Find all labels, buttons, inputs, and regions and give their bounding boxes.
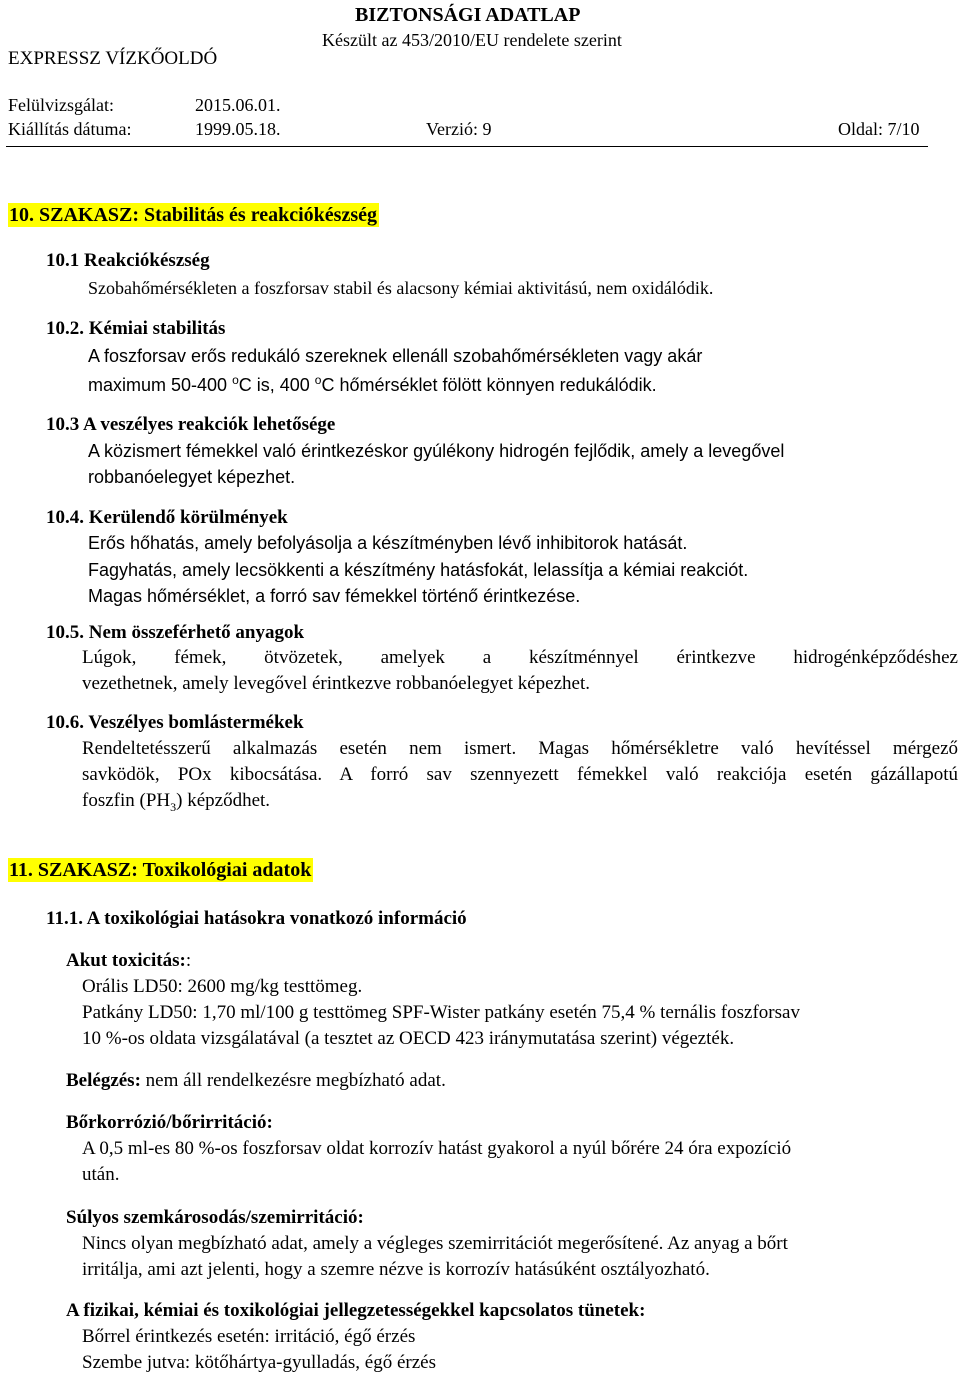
subsection-10-3-title: 10.3 A veszélyes reakciók lehetősége bbox=[46, 414, 336, 435]
subsection-10-5-title: 10.5. Nem összeférhető anyagok bbox=[46, 622, 305, 643]
subsection-10-3-line-2: robbanóelegyet képezhet. bbox=[88, 467, 296, 487]
issue-label: Kiállítás dátuma: bbox=[8, 119, 132, 139]
skin-corrosion-line-2: után. bbox=[82, 1164, 120, 1185]
symptoms-label: A fizikai, kémiai és toxikológiai jellegzetességekkel kapcsolatos tünetek: bbox=[66, 1300, 646, 1321]
subsection-10-2-line-2: maximum 50-400 $^o$C is, 400 $^o$C hőmérséklet fölött könnyen redukálódik. bbox=[88, 373, 657, 395]
subsection-10-6-title: 10.6. Veszélyes bomlástermékek bbox=[46, 712, 304, 733]
avoid-condition-item: Erős hőhatás, amely befolyásolja a készítményben lévő inhibitorok hatását. bbox=[88, 533, 688, 553]
review-date: 2015.06.01. bbox=[195, 95, 281, 115]
subsection-10-5-line-2: vezethetnek, amely levegővel érintkezve robbanóelegyet képezhet. bbox=[82, 673, 590, 694]
subsection-11-1-title: 11.1. A toxikológiai hatásokra vonatkozó információ bbox=[46, 908, 467, 929]
subsection-10-6-line-2: savködök, POx kibocsátása. A forró sav szennyezett fémekkel való reakciója esetén gázállapotú bbox=[82, 764, 958, 785]
subsection-10-6-line-1: Rendeltetésszerű alkalmazás esetén nem ismert. Magas hőmérsékletre való hevítéssel mérgező bbox=[82, 738, 958, 759]
subsection-10-3-line-1: A közismert fémekkel való érintkezéskor gyúlékony hidrogén fejlődik, amely a levegővel bbox=[88, 441, 785, 461]
version-number: Verzió: 9 bbox=[426, 119, 492, 139]
subsection-10-2-title: 10.2. Kémiai stabilitás bbox=[46, 318, 226, 339]
subsection-10-2-line-1: A foszforsav erős redukáló szereknek ellenáll szobahőmérsékleten vagy akár bbox=[88, 346, 703, 366]
subsection-10-5-line-1: Lúgok, fémek, ötvözetek, amelyek a készítménnyel érintkezve hidrogénképződéshez bbox=[82, 647, 958, 668]
product-name: EXPRESSZ VÍZKŐOLDÓ bbox=[8, 48, 218, 69]
subsection-10-1-text: Szobahőmérsékleten a foszforsav stabil és alacsony kémiai aktivitású, nem oxidálódik. bbox=[88, 278, 714, 298]
subsection-10-6-line-3: foszfin $(PH_3)$ képződhet. bbox=[82, 790, 271, 814]
acute-toxicity-label: Akut toxicitás:: bbox=[66, 950, 192, 971]
eye-damage-line-2: irritálja, ami azt jelenti, hogy a szemre nézve is korrozív hatásúként osztályozható. bbox=[82, 1259, 710, 1280]
eye-damage-label: Súlyos szemkárosodás/szemirritáció: bbox=[66, 1207, 364, 1228]
eye-damage-line-1: Nincs olyan megbízható adat, amely a végleges szemirritációt megerősítené. Az anyag a bőrt bbox=[82, 1233, 788, 1254]
symptoms-line-1: Bőrrel érintkezés esetén: irritáció, égő érzés bbox=[82, 1326, 416, 1347]
inhalation-entry: Belégzés: nem áll rendelkezésre megbízható adat. bbox=[66, 1070, 446, 1091]
skin-corrosion-label: Bőrkorrózió/bőrirritáció: bbox=[66, 1112, 273, 1133]
avoid-condition-item: Magas hőmérséklet, a forró sav fémekkel történő érintkezése. bbox=[88, 586, 581, 606]
regulation-note: Készült az 453/2010/EU rendelete szerint bbox=[322, 30, 622, 50]
skin-corrosion-line-1: A 0,5 ml-es 80 %-os foszforsav oldat korrozív hatást gyakorol a nyúl bőrére 24 óra expozíció bbox=[82, 1138, 792, 1159]
page-number: Oldal: 7/10 bbox=[838, 119, 920, 139]
header-divider bbox=[6, 146, 928, 147]
acute-toxicity-line-2: Patkány LD50: 1,70 ml/100 g testtömeg SPF-Wister patkány esetén 75,4 % ternális foszforsav bbox=[82, 1002, 800, 1023]
issue-date: 1999.05.18. bbox=[195, 119, 281, 139]
section-11-heading: 11. SZAKASZ: Toxikológiai adatok bbox=[9, 859, 312, 881]
subsection-10-1-title: 10.1 Reakciókészség bbox=[46, 250, 210, 271]
acute-toxicity-line-3: 10 %-os oldata vizsgálatával (a tesztet az OECD 423 iránymutatása szerint) végezték. bbox=[82, 1028, 735, 1049]
review-label: Felülvizsgálat: bbox=[8, 95, 114, 115]
acute-toxicity-line-1: Orális LD50: 2600 mg/kg testtömeg. bbox=[82, 976, 363, 997]
subsection-10-4-title: 10.4. Kerülendő körülmények bbox=[46, 507, 288, 528]
avoid-condition-item: Fagyhatás, amely lecsökkenti a készítmény hatásfokát, lelassítja a kémiai reakciót. bbox=[88, 560, 749, 580]
document-title: BIZTONSÁGI ADATLAP bbox=[355, 4, 581, 26]
symptoms-line-2: Szembe jutva: kötőhártya-gyulladás, égő érzés bbox=[82, 1352, 437, 1373]
section-10-heading: 10. SZAKASZ: Stabilitás és reakciókészség bbox=[9, 204, 377, 226]
